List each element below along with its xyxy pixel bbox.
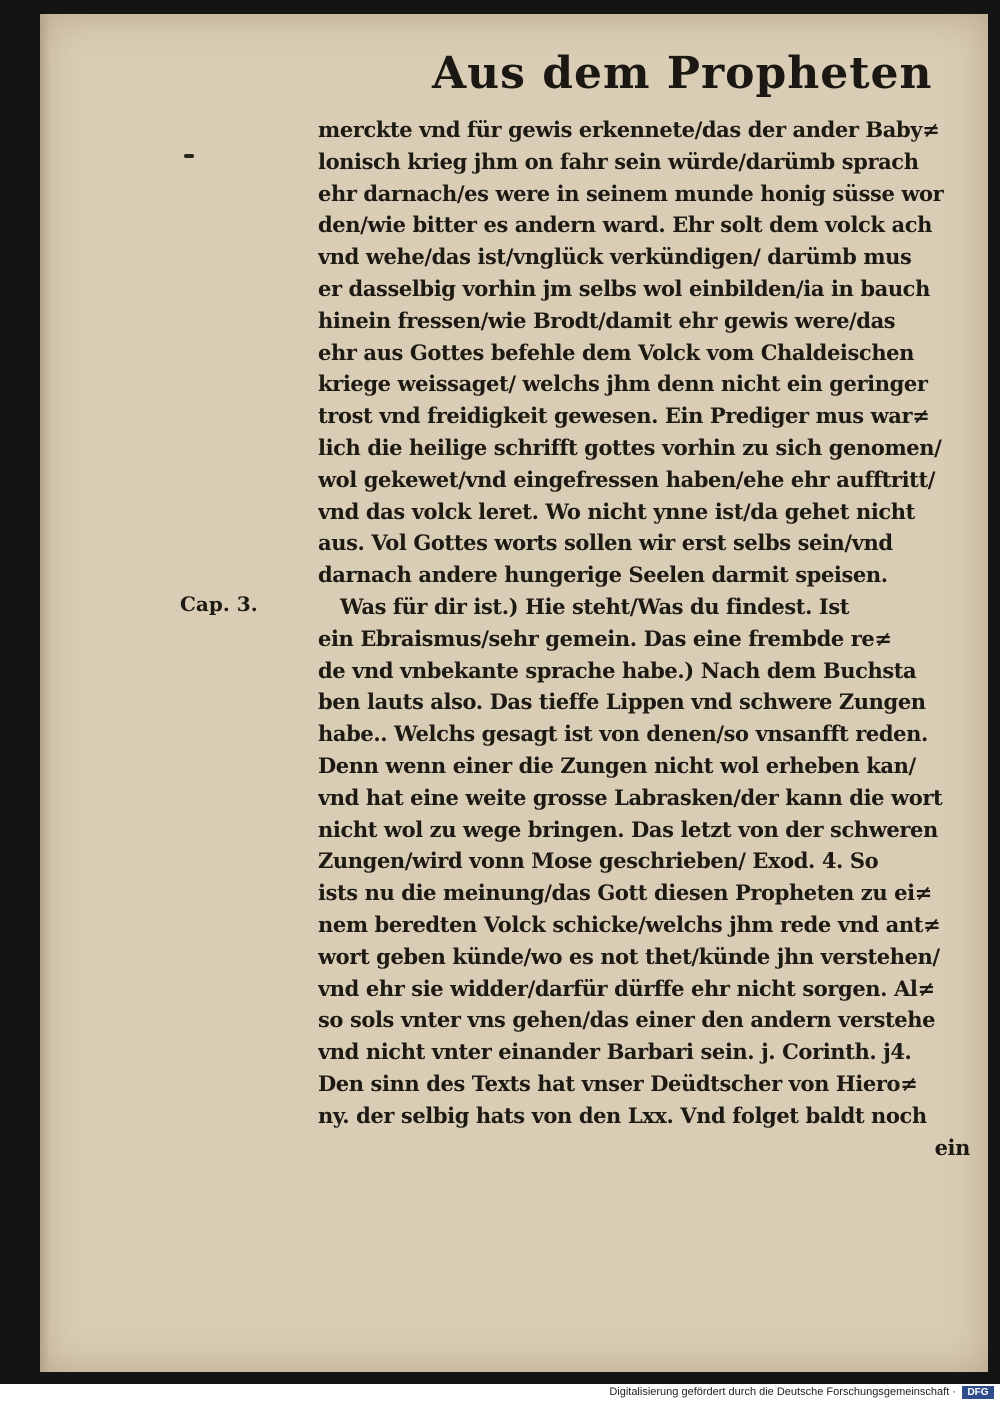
text-line: nem beredten Volck schicke/welchs jhm rede vnd ant≠ — [318, 911, 941, 937]
text-line: ehr darnach/es were in seinem munde honig süsse wor — [318, 180, 944, 206]
text-line: vnd hat eine weite grosse Labrasken/der kann die wort — [318, 784, 943, 810]
text-line: habe.. Welchs gesagt ist von denen/so vnsanfft reden. — [318, 721, 928, 747]
page-gutter-shadow — [40, 14, 50, 1372]
text-line: lich die heilige schrifft gottes vorhin zu sich genomen/ — [318, 434, 942, 460]
text-line: vnd das volck leret. Wo nicht ynne ist/da gehet nicht — [318, 498, 915, 524]
body-text — [318, 114, 970, 1163]
text-line: kriege weissaget/ welchs jhm denn nicht ein geringer — [318, 371, 928, 397]
text-line: hinein fressen/wie Brodt/damit ehr gewis were/das — [318, 307, 896, 333]
text-line: Denn wenn einer die Zungen nicht wol erheben kan/ — [318, 752, 916, 778]
footer-bar — [0, 1384, 1000, 1402]
margin-note-chapter: Cap. 3. — [180, 592, 258, 616]
text-line: er dasselbig vorhin jm selbs wol einbilden/ia in bauch — [318, 275, 930, 301]
text-line: ehr aus Gottes befehle dem Volck vom Chaldeischen — [318, 339, 915, 365]
margin-mark — [184, 154, 194, 158]
text-line: Zungen/wird vonn Mose geschrieben/ Exod. 4. So — [318, 848, 879, 874]
text-line: wol gekewet/vnd eingefressen haben/ehe ehr aufftritt/ — [318, 466, 936, 492]
text-line: de vnd vnbekante sprache habe.) Nach dem Buchsta — [318, 657, 917, 683]
text-line: darnach andere hungerige Seelen darmit speisen. — [318, 562, 888, 588]
text-line: wort geben künde/wo es not thet/künde jhn verstehen/ — [318, 943, 940, 969]
text-line: den/wie bitter es andern ward. Ehr solt dem volck ach — [318, 212, 932, 238]
text-line: lonisch krieg jhm on fahr sein würde/darümb sprach — [318, 148, 919, 174]
text-line: ein Ebraismus/sehr gemein. Das eine frembde re≠ — [318, 625, 892, 651]
text-line: vnd wehe/das ist/vnglück verkündigen/ darümb mus — [318, 244, 912, 270]
text-line: Was für dir ist.) Hie steht/Was du findest. Ist — [340, 593, 850, 619]
text-line: ny. der selbig hats von den Lxx. Vnd folget baldt noch — [318, 1102, 927, 1128]
dfg-logo-icon: DFG — [962, 1386, 994, 1399]
text-line: nicht wol zu wege bringen. Das letzt von der schweren — [318, 816, 938, 842]
catchword: ein — [934, 1134, 970, 1160]
text-line: aus. Vol Gottes worts sollen wir erst selbs sein/vnd — [318, 530, 893, 556]
text-line: trost vnd freidigkeit gewesen. Ein Prediger mus war≠ — [318, 403, 930, 429]
text-line: vnd nicht vnter einander Barbari sein. j. Corinth. j4. — [318, 1039, 912, 1065]
text-line: ben lauts also. Das tieffe Lippen vnd schwere Zungen — [318, 689, 926, 715]
text-line: merckte vnd für gewis erkennete/das der ander Baby≠ — [318, 117, 940, 142]
text-line: ists nu die meinung/das Gott diesen Propheten zu ei≠ — [318, 880, 932, 906]
text-line: Den sinn des Texts hat vnser Deüdtscher von Hiero≠ — [318, 1070, 918, 1096]
text-line: vnd ehr sie widder/darfür dürffe ehr nicht sorgen. Al≠ — [318, 975, 935, 1001]
running-head: Aus dem Propheten — [432, 48, 933, 99]
funding-credit: Digitalisierung gefördert durch die Deutsche Forschungsgemeinschaft · — [609, 1386, 956, 1398]
text-line: so sols vnter vns gehen/das einer den andern verstehe — [318, 1007, 936, 1033]
